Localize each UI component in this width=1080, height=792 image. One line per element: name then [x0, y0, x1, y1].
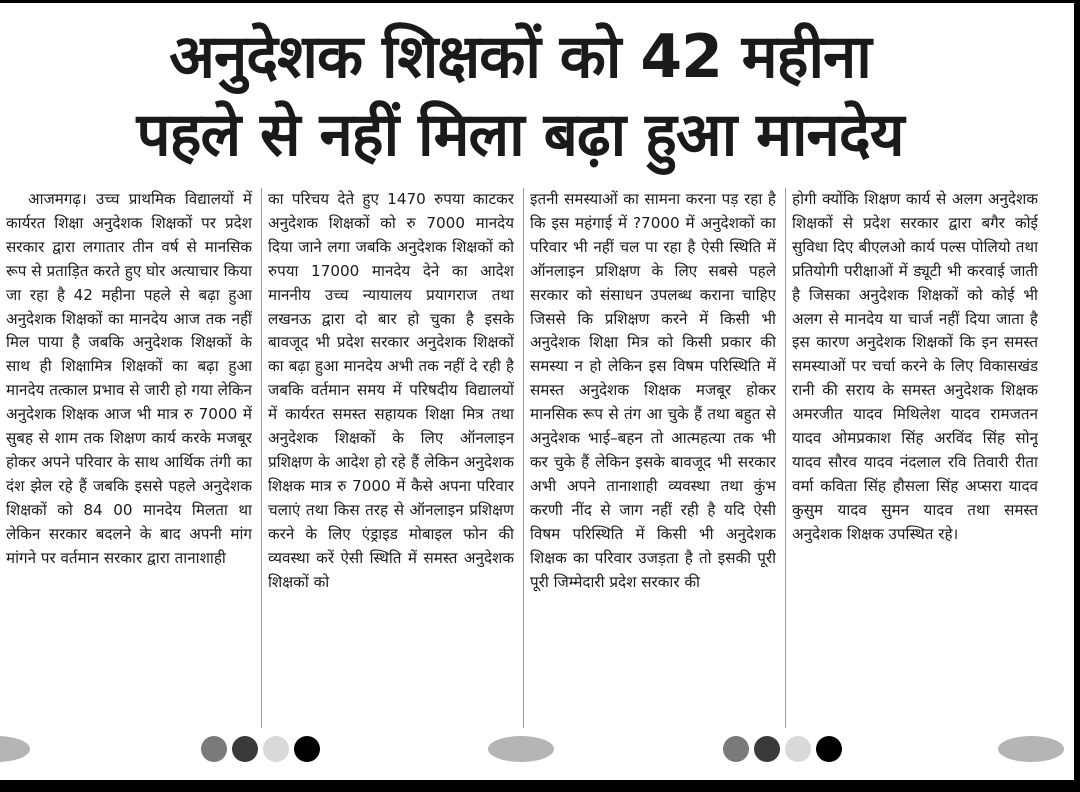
decorative-pill	[0, 736, 30, 762]
decorative-pill	[998, 736, 1064, 762]
article-text-col-4: होगी क्योंकि शिक्षण कार्य से अलग अनुदेशक शिक्षकों से प्रदेश सरकार द्वारा बगैर कोई सुविधा दिए बीएलओ कार्य पल्स पोलियो तथा प्रतियोगी परीक्षाओं में ड्यूटी भी करवाई जाती है जिसका अनुदेशक शिक्षकों को कोई भी अलग से मानदेय या चार्ज नहीं दिया जाता है इस कारण अनुदेशक शिक्षकों कि इन समस्त समस्याओं पर चर्चा करने के लिए विकासखंड रानी की सराय के समस्त अनुदेशक शिक्षक अमरजीत यादव मिथिलेश यादव रामजतन यादव ओमप्रकाश सिंह अरविंद सिंह सोनू यादव सौरव यादव नंदलाल रवि तिवारी रीता वर्मा कविता सिंह हौसला सिंह अप्सरा यादव कुसुम यादव सुमन यादव तथा समस्त अनुदेशक शिक्षक उपस्थित रहे।	[792, 190, 1038, 543]
column-divider	[523, 188, 524, 728]
top-border	[0, 0, 1080, 3]
decorative-dot	[294, 736, 320, 762]
article-text-col-3: इतनी समस्याओं का सामना करना पड़ रहा है कि इस महंगाई में ?7000 में अनुदेशकों का परिवार भी नहीं चल पा रहा है ऐसी स्थिति में ऑनलाइन प्रशिक्षण के लिए सबसे पहले सरकार को संसाधन उपलब्ध कराना चाहिए जिससे कि प्रशिक्षण करने में किसी भी अनुदेशक शिक्षा मित्र को किसी प्रकार की समस्या न हो लेकिन इस विषम परिस्थिति में समस्त अनुदेशक शिक्षक मजबूर होकर मानसिक रूप से तंग आ चुके हैं तथा बहुत से अनुदेशक भाई–बहन तो आत्महत्या तक भी कर चुके हैं लेकिन इसके बावजूद भी सरकार अभी अपने तानाशाही व्यवस्था तथा कुंभ करणी नींद से जाग नहीं रही है यदि ऐसी विषम परिस्थिति में किसी भी अनुदेशक शिक्षक का परिवार उजड़ता है तो इसकी पूरी पूरी जिम्मेदारी प्रदेश सरकार की	[530, 190, 776, 591]
headline-line-2: पहले से नहीं मिला बढ़ा हुआ मानदेय	[136, 100, 904, 170]
article-text-col-1: आजमगढ़। उच्च प्राथमिक विद्यालयों में कार्यरत शिक्षा अनुदेशक शिक्षकों पर प्रदेश सरकार द्वारा लगातार तीन वर्ष से मानसिक रूप से प्रताड़ित करते हुए घोर अत्याचार किया जा रहा है 42 महीना पहले से बढ़ा हुआ अनुदेशक शिक्षकों का मानदेय आज तक नहीं मिल पाया है जबकि अनुदेशक शिक्षकों के साथ ही शिक्षामित्र शिक्षकों का बढ़ा हुआ मानदेय तत्काल प्रभाव से जारी हो गया लेकिन अनुदेशक शिक्षक आज भी मात्र रु 7000 में सुबह से शाम तक शिक्षण कार्य करके मजबूर होकर अपने परिवार के साथ आर्थिक तंगी का दंश झेल रहे हैं जबकि इससे पहले अनुदेशक शिक्षकों को 84 00 मानदेय मिलता था लेकिन सरकार बदलने के बाद अपनी मांग मांगने पर वर्तमान सरकार द्वारा तानाशाही	[6, 190, 252, 567]
decorative-pill	[488, 736, 554, 762]
article-columns	[6, 188, 1038, 728]
article-column-2	[268, 188, 514, 728]
column-divider	[785, 188, 786, 728]
headline-line-1: अनुदेशक शिक्षकों को 42 महीना	[169, 22, 871, 92]
decorative-dot	[723, 736, 749, 762]
article-column-1	[6, 188, 252, 728]
column-divider	[261, 188, 262, 728]
headline	[0, 18, 1040, 174]
article-text-col-2: का परिचय देते हुए 1470 रुपया काटकर अनुदेशक शिक्षकों को रु 7000 मानदेय दिया जाने लगा जबकि अनुदेशक शिक्षकों को रुपया 17000 मानदेय देने का आदेश माननीय उच्च न्यायालय प्रयागराज तथा लखनऊ द्वारा दो बार हो चुका है इसके बावजूद भी प्रदेश सरकार अनुदेशक शिक्षकों का बढ़ा हुआ मानदेय अभी तक नहीं दे रही है जबकि वर्तमान समय में परिषदीय विद्यालयों में कार्यरत समस्त सहायक शिक्षा मित्र तथा अनुदेशक शिक्षकों के लिए ऑनलाइन प्रशिक्षण के आदेश हो रहे हैं लेकिन अनुदेशक शिक्षक मात्र रु 7000 में कैसे अपना परिवार चलाएं तथा किस तरह से ऑनलाइन प्रशिक्षण करने के लिए एंड्राइड मोबाइल फोन की व्यवस्था करें ऐसी स्थिति में समस्त अनुदेशक शिक्षकों को	[268, 190, 514, 591]
article-column-3	[530, 188, 776, 728]
decorative-dot	[201, 736, 227, 762]
decorative-dot	[232, 736, 258, 762]
decorative-dot	[263, 736, 289, 762]
right-border	[1074, 0, 1080, 792]
bottom-border	[0, 780, 1080, 792]
article-column-4	[792, 188, 1038, 728]
decorative-dot	[816, 736, 842, 762]
decorative-dot	[785, 736, 811, 762]
decorative-dot	[754, 736, 780, 762]
